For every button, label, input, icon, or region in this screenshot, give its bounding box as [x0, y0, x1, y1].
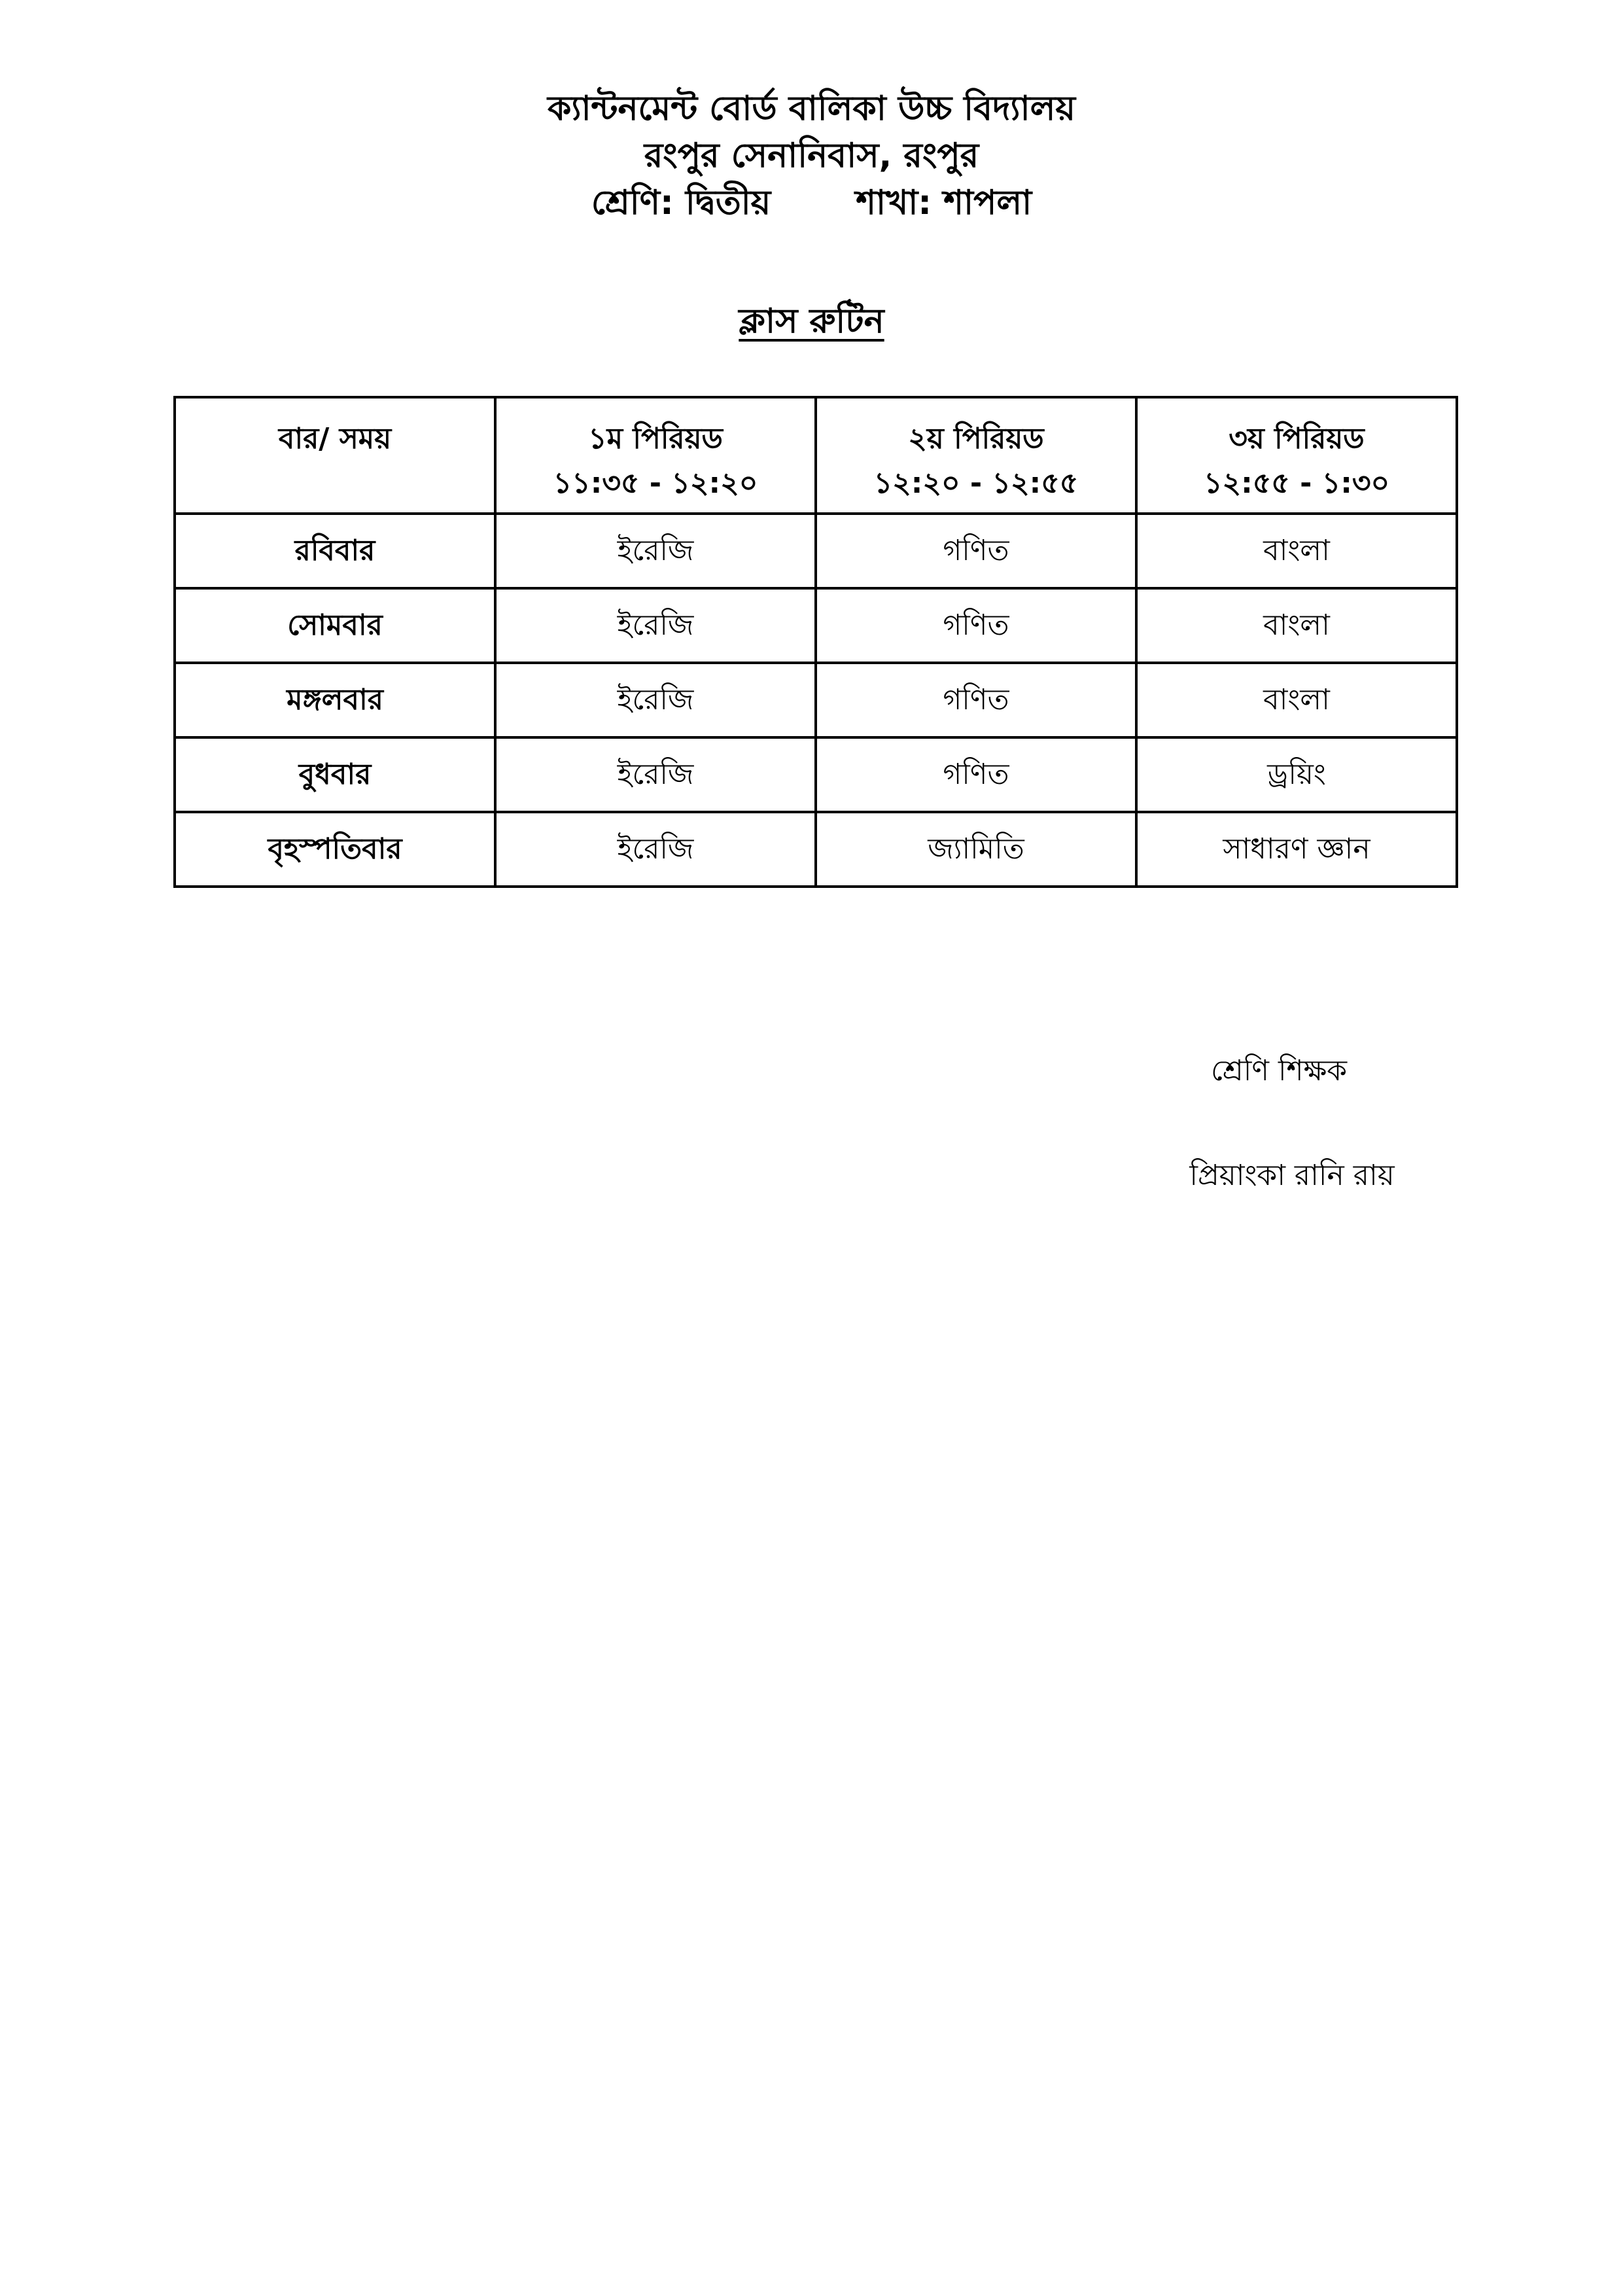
subject-cell: ইরেজি — [495, 737, 816, 812]
class-section-line — [0, 179, 1623, 226]
subject-cell: গণিত — [816, 737, 1136, 812]
corner-header: বার/ সময় — [175, 397, 495, 514]
period-header — [1136, 397, 1457, 514]
document-header — [0, 85, 1623, 226]
period-time: ১২:৫৫ - ১:৩০ — [1203, 467, 1390, 500]
school-name: ক্যান্টনমেন্ট বোর্ড বালিকা উচ্চ বিদ্যালয় — [548, 89, 1075, 128]
subject-cell: বাংলা — [1136, 514, 1457, 588]
table-row — [175, 737, 1457, 812]
day-cell: মঙ্গলবার — [175, 663, 495, 737]
period-name: ১ম পিরিয়ড — [588, 422, 723, 455]
table-header-row — [175, 397, 1457, 514]
subject-cell: সাধারণ জ্ঞান — [1136, 812, 1457, 887]
table-row — [175, 588, 1457, 663]
subject-cell: ইরেজি — [495, 588, 816, 663]
subject-cell: ড্রয়িং — [1136, 737, 1457, 812]
routine-title-text: ক্লাস রুটিন — [739, 302, 884, 341]
class-label: শ্রেণি: দ্বিতীয় — [591, 183, 771, 222]
period-name: ৩য় পিরিয়ড — [1229, 422, 1365, 455]
table-row — [175, 514, 1457, 588]
period-time: ১২:২০ - ১২:৫৫ — [873, 467, 1079, 500]
signature-role: শ্রেণি শিক্ষক — [1210, 1054, 1348, 1087]
class-routine-table — [173, 396, 1458, 888]
day-cell: রবিবার — [175, 514, 495, 588]
subject-cell: ইরেজি — [495, 812, 816, 887]
day-cell: সোমবার — [175, 588, 495, 663]
subject-cell: জ্যামিতি — [816, 812, 1136, 887]
subject-cell: গণিত — [816, 588, 1136, 663]
school-address: রংপুর সেনানিবাস, রংপুর — [644, 136, 979, 175]
day-cell: বৃহস্পতিবার — [175, 812, 495, 887]
subject-cell: গণিত — [816, 514, 1136, 588]
table-row — [175, 663, 1457, 737]
day-cell: বুধবার — [175, 737, 495, 812]
subject-cell: বাংলা — [1136, 588, 1457, 663]
subject-cell: ইরেজি — [495, 514, 816, 588]
period-time: ১১:৩৫ - ১২:২০ — [553, 467, 758, 500]
period-header — [816, 397, 1136, 514]
period-name: ২য় পিরিয়ড — [908, 422, 1044, 455]
subject-cell: বাংলা — [1136, 663, 1457, 737]
section-label: শাখা: শাপলা — [856, 183, 1032, 222]
subject-cell: ইরেজি — [495, 663, 816, 737]
signature-name: প্রিয়াংকা রানি রায় — [1189, 1159, 1395, 1192]
subject-cell: গণিত — [816, 663, 1136, 737]
routine-title — [0, 298, 1623, 345]
table-row — [175, 812, 1457, 887]
period-header — [495, 397, 816, 514]
